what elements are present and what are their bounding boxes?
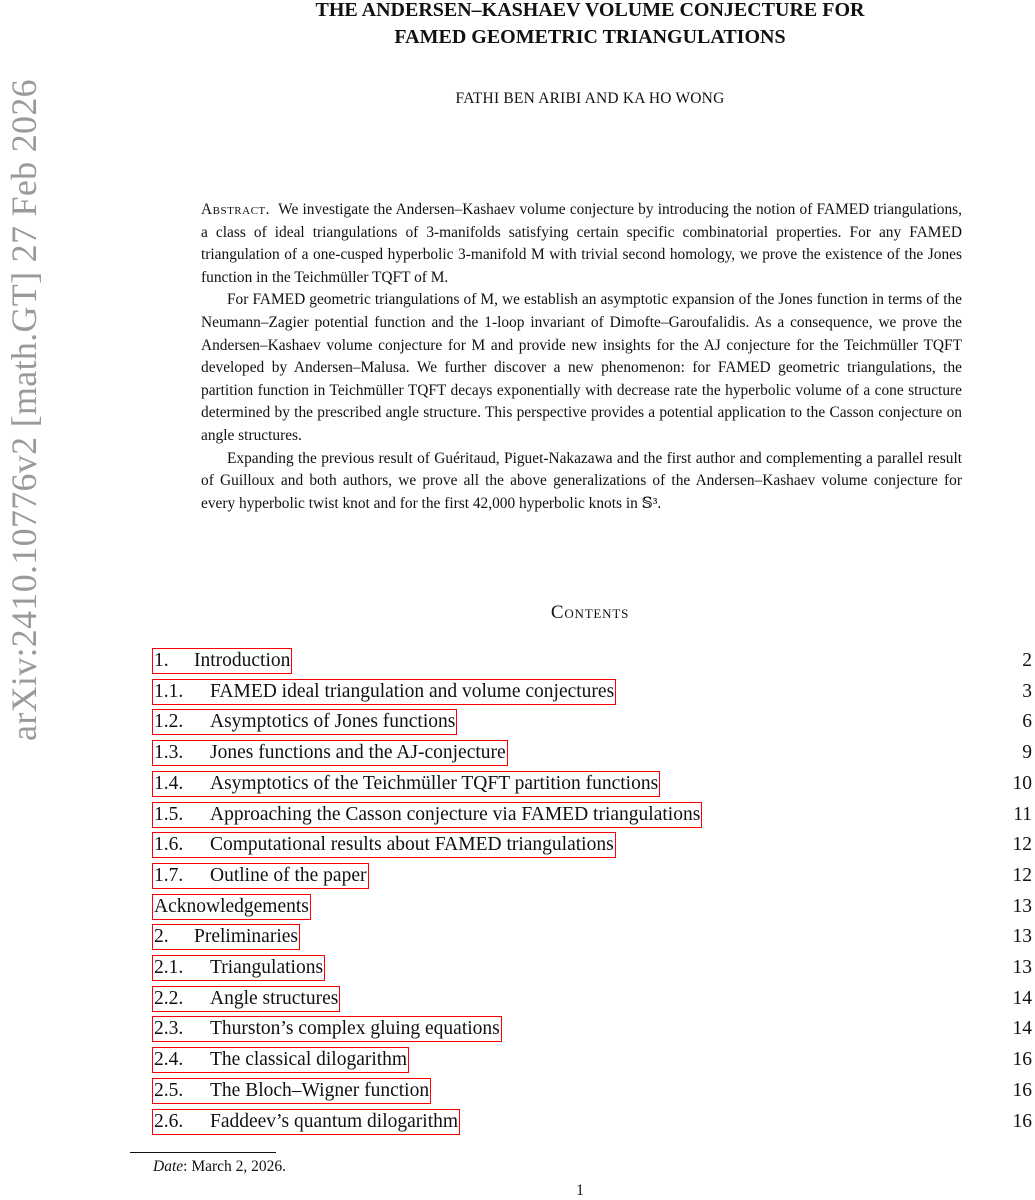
footnote-date <box>153 1158 286 1176</box>
toc-link[interactable] <box>152 1016 502 1042</box>
paper-title-line-2: FAMED GEOMETRIC TRIANGULATIONS <box>394 26 786 48</box>
toc-entry <box>152 894 1032 920</box>
toc-link[interactable] <box>152 802 702 828</box>
toc-link[interactable] <box>152 955 325 981</box>
toc-link[interactable] <box>152 1047 409 1073</box>
toc-entry-number: 2.5. <box>154 1079 184 1101</box>
toc-link[interactable] <box>152 894 311 920</box>
toc-entry-number: 1.6. <box>154 834 184 856</box>
toc-entry-number: 1.5. <box>154 803 184 825</box>
toc-link[interactable] <box>152 740 508 766</box>
toc-entry <box>152 986 1032 1012</box>
toc-entry <box>152 679 1032 705</box>
toc-link[interactable] <box>152 1109 460 1135</box>
toc-entry-title: Acknowledgements <box>154 895 309 917</box>
toc-entry-page: 9 <box>1022 742 1032 764</box>
toc-entry-page: 6 <box>1022 711 1032 733</box>
toc-entry-page: 13 <box>1012 926 1032 948</box>
toc-entry-page: 12 <box>1012 834 1032 856</box>
toc-entry-page: 3 <box>1022 680 1032 702</box>
toc-entry-number: 2.1. <box>154 957 184 978</box>
toc-link[interactable] <box>152 832 616 858</box>
toc-entry <box>152 832 1032 858</box>
toc-entry-page: 13 <box>1012 957 1032 978</box>
toc-entry-title: Angle structures <box>210 987 339 1009</box>
toc-entry-title: Faddeev’s quantum dilogarithm <box>210 1110 459 1132</box>
toc-link[interactable] <box>152 863 369 889</box>
toc-entry-number: 2.2. <box>154 987 184 1009</box>
toc-link[interactable] <box>152 679 616 705</box>
toc-entry-title: The classical dilogarithm <box>210 1049 408 1071</box>
contents-heading: Contents <box>550 602 630 623</box>
toc-entry-title: Approaching the Casson conjecture via FAMED triangulations <box>210 803 701 825</box>
toc-link[interactable] <box>152 924 300 950</box>
toc-entry-number: 1. <box>154 650 169 671</box>
toc-entry-title: FAMED ideal triangulation and volume conjectures <box>210 680 615 702</box>
toc-entry <box>152 924 1032 950</box>
toc-entry-title: Outline of the paper <box>210 864 367 886</box>
toc-entry-title: The Bloch–Wigner function <box>210 1079 430 1101</box>
toc-entry-number: 2.3. <box>154 1018 184 1040</box>
toc-entry-number: 1.1. <box>154 680 184 702</box>
toc-entry-title: Triangulations <box>210 957 324 978</box>
toc-entry-number: 1.4. <box>154 772 184 794</box>
toc-link[interactable] <box>152 1078 431 1104</box>
toc-entry-number: 2.6. <box>154 1110 184 1132</box>
toc-entry-number: 1.7. <box>154 864 184 886</box>
page-number: 1 <box>576 1182 584 1199</box>
toc-entry <box>152 863 1032 889</box>
footnote-date-text: : March 2, 2026. <box>183 1158 287 1175</box>
arxiv-identifier: arXiv:2410.10776v2 [math.GT] 27 Feb 2026 <box>4 79 44 741</box>
toc-entry <box>152 1109 1032 1135</box>
toc-entry-title: Thurston’s complex gluing equations <box>210 1018 500 1040</box>
toc-entry-page: 16 <box>1012 1110 1032 1132</box>
toc-entry-number: 2.4. <box>154 1049 184 1071</box>
toc-entry-number: 2. <box>154 926 169 948</box>
toc-entry <box>152 740 1032 766</box>
toc-entry-page: 16 <box>1012 1049 1032 1071</box>
toc-entry-page: 2 <box>1022 650 1032 671</box>
toc-link[interactable] <box>152 709 457 735</box>
toc-entry-page: 14 <box>1012 987 1032 1009</box>
toc-entry-title: Computational results about FAMED triangulations <box>210 834 614 856</box>
toc-entry-page: 10 <box>1012 772 1032 794</box>
paper-title-line-1: THE ANDERSEN–KASHAEV VOLUME CONJECTURE FOR <box>315 0 865 21</box>
toc-entry <box>152 1047 1032 1073</box>
toc-entry-title: Introduction <box>194 650 291 671</box>
abstract-paragraph-2: For FAMED geometric triangulations of M, we establish an asymptotic expansion of the Jones function in terms of the Neumann–Zagier potential function and the 1-loop invariant of Dimofte–Garoufalidis. As a consequence, we prove the Andersen–Kashaev volume conjecture for M and provide new insights for the AJ conjecture for the Teichmüller TQFT developed by Andersen–Malusa. We further discover a new phenomenon: for FAMED geometric triangulations, the partition function in Teichmüller TQFT decays exponentially with decrease rate the hyperbolic volume of a cone structure determined by the prescribed angle structure. This perspective provides a potential application to the Casson conjecture on angle structures. <box>201 291 962 444</box>
toc-entry-title: Jones functions and the AJ-conjecture <box>210 742 506 764</box>
footnote-divider <box>130 1152 276 1153</box>
toc-entry-page: 14 <box>1012 1018 1032 1040</box>
toc-entry <box>152 1016 1032 1042</box>
toc-link[interactable] <box>152 771 660 797</box>
toc-entry-number: 1.2. <box>154 711 184 733</box>
toc-entry <box>152 648 1032 674</box>
toc-entry-page: 12 <box>1012 864 1032 886</box>
toc-entry-title: Asymptotics of the Teichmüller TQFT partition functions <box>210 772 659 794</box>
toc-link[interactable] <box>152 648 292 674</box>
abstract-label: Abstract. <box>201 201 270 218</box>
toc-entry-number: 1.3. <box>154 742 184 764</box>
toc-entry <box>152 802 1032 828</box>
toc-entry-title: Preliminaries <box>194 926 298 948</box>
toc-entry-page: 13 <box>1012 895 1032 917</box>
toc-entry <box>152 771 1032 797</box>
toc-entry-title: Asymptotics of Jones functions <box>210 711 456 733</box>
abstract-paragraph-3: Expanding the previous result of Guéritaud, Piguet-Nakazawa and the first author and complementing a parallel result of Guilloux and both authors, we prove all the above generalizations of the Andersen–Kashaev volume conjecture for every hyperbolic twist knot and for the first 42,000 hyperbolic knots in 𝕊³. <box>201 449 962 512</box>
toc-entry-page: 16 <box>1012 1079 1032 1101</box>
toc-entry-page: 11 <box>1013 803 1032 825</box>
abstract-paragraph-1-text: We investigate the Andersen–Kashaev volume conjecture by introducing the notion of FAMED triangulations, a class of ideal triangulations of 3-manifolds satisfying certain specific combinatorial properties. For any FAMED triangulation of a one-cusped hyperbolic 3-manifold M with trivial second homology, we prove the existence of the Jones function in the Teichmüller TQFT of M. <box>201 201 962 286</box>
toc-link[interactable] <box>152 986 340 1012</box>
toc-entry <box>152 709 1032 735</box>
toc-entry <box>152 1078 1032 1104</box>
paper-authors: FATHI BEN ARIBI AND KA HO WONG <box>455 90 725 107</box>
footnote-date-label: Date <box>153 1158 184 1175</box>
toc-entry <box>152 955 1032 981</box>
